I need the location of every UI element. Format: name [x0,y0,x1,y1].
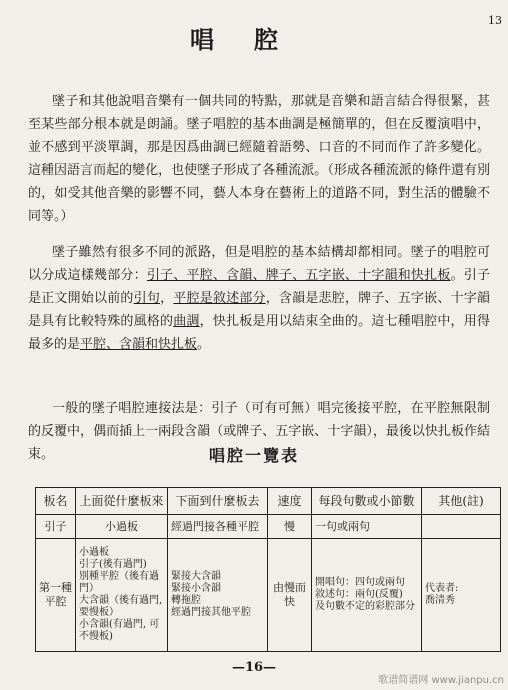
cell-line: 及句數不定的彩腔部分 [315,601,415,612]
cell-line: 開唱句：四句或兩句 [315,577,405,588]
header-cell: 板名 [36,488,76,515]
cell-line: 喬清秀 [425,595,455,606]
header-cell: 下面到什麼板去 [168,488,268,515]
cell-line: 轉拖腔 [171,595,201,606]
table-cell: 小過板 [76,515,168,539]
watermark: 歌谱简谱网 www.jianpu.cn [378,675,504,686]
paragraph-text: 墜子雖然有很多不同的派路，但是唱腔的基本結構却都相同。墜子的唱腔可以分成這樣幾部分： [28,245,490,283]
cell-line: 經過門接其他平腔 [171,607,251,618]
table-cell [422,539,501,652]
table-cell: 經過門接各種平腔 [168,515,268,539]
page-corner-mark: 13 [488,14,502,27]
paragraph-intro: 墜子和其他說唱音樂有一個共同的特點，那就是音樂和語言結合得很緊，甚至某些部分根本就是朗誦。墜子唱腔的基本曲調是極簡單的，但在反覆演唱中，並不感到平淡單調，那是因爲曲調已經隨着語勢、口音的不同而作了許多變化。這種因語言而起的變化，也使墜子形成了各種流派。（形成各種流派的條件還有別的，如受其他音樂的影響不同，藝人本身在藝術上的道路不同，對生活的體驗不同等。） [28,94,490,224]
table-row [36,515,501,539]
header-cell: 速度 [268,488,312,515]
header-cell: 其他(註) [422,488,501,515]
table-cell [168,539,268,652]
cell-line: 別種平腔（後有過門） [79,571,159,594]
table-cell: 慢 [268,515,312,539]
table-cell [422,515,501,539]
table-header-row [36,488,501,515]
cell-line: 敘述句：兩句(反覆) [315,589,403,600]
header-cell: 上面從什麼板來 [76,488,168,515]
underlined-text: 引子、平腔、含韻、牌子、五字嵌、十字韻和快扎板 [146,268,451,283]
table-cell: 第一種平腔 [36,539,76,652]
table-cell: 引子 [36,515,76,539]
cell-line: 緊接大含韻 [171,571,221,582]
page-number: —16— [231,660,277,675]
table-title: 唱腔一覽表 [208,446,299,465]
paragraph-text: 。 [197,337,211,352]
paragraph-connection: 一般的墜子唱腔連接法是：引子（可有可無）唱完後接平腔，在平腔無限制的反覆中，偶而插上一兩段含韻（或牌子、五字嵌、十字韻），最後以快扎板作結束。 [28,401,490,462]
cell-line: 小含韻(有過門, 可不慢板) [79,619,160,642]
underlined-text: 平腔是敘述部分 [173,291,266,306]
paragraph-text: 。引子是正文開始以前的 [28,268,490,306]
cell-line: 大含韻（後有過門, 要慢板） [79,595,163,618]
underlined-text: 引句 [133,291,161,306]
table-cell [312,539,422,652]
header-cell: 每段句數或小節數 [312,488,422,515]
underlined-text: 平腔、含韻和快扎板 [80,337,198,352]
paragraph-text: ，快扎板是用以結束全曲的。這七種唱腔中，用得最多的是 [28,314,490,352]
aria-overview-table [35,487,501,652]
cell-line: 代表者: [425,583,459,594]
cell-line: 緊接小含韻 [171,583,221,594]
cell-line: 小過板 [79,547,109,558]
underlined-text: 曲調 [173,314,200,329]
paragraph-text: ，含韻是悲腔，牌子、五字嵌、十字韻是具有比較特殊的風格的 [28,291,490,329]
paragraph-text: ， [160,291,174,306]
cell-line: 引子(後有過門) [79,559,147,570]
paragraph-structure [28,241,490,356]
page-title: 唱腔 [190,25,318,54]
table-row [36,539,501,652]
table-cell: 一句或兩句 [312,515,422,539]
table-cell: 由慢而快 [268,539,312,652]
table-cell [76,539,168,652]
